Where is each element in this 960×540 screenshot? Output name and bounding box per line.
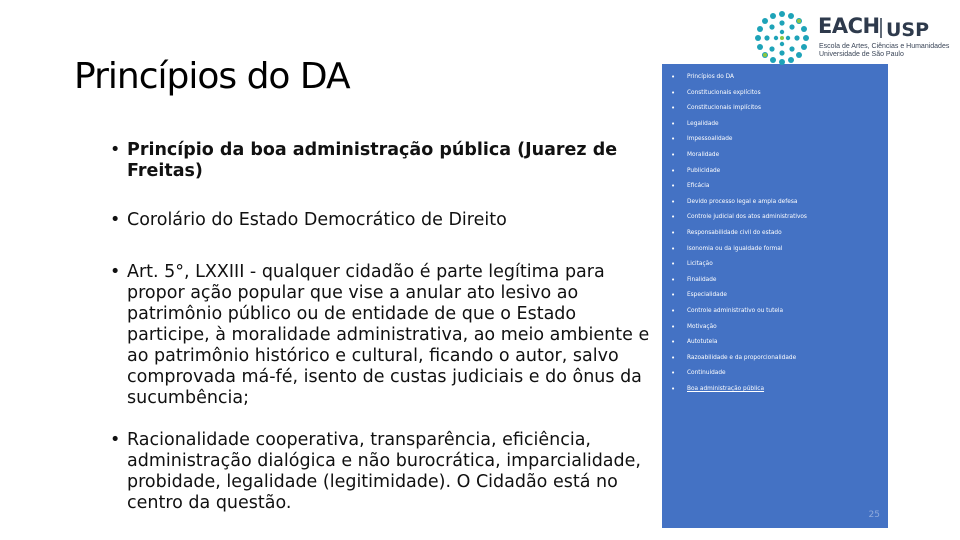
sidebar-menu-marker: • <box>671 229 676 237</box>
sidebar-menu-label: Constitucionais explícitos <box>687 89 761 96</box>
sidebar-menu-item[interactable] <box>662 132 888 146</box>
bullet-text: Corolário do Estado Democrático de Direito <box>127 210 507 230</box>
each-logo-mark-icon <box>752 8 812 68</box>
sidebar-menu-marker: • <box>671 322 676 331</box>
sidebar-menu-item[interactable] <box>662 382 888 396</box>
bullet-text: Art. 5°, LXXIII - qualquer cidadão é parte legítima para propor ação popular que vise a anular ato lesivo ao patrimônio público ou de entidade de que o Estado participe, à moralidade administrativa, ao meio ambiente e ao patrimônio histórico e cultural, ficando o autor, salvo comprovada má-fé, isento de custas judiciais e do ônus da sucumbência; <box>127 262 650 408</box>
sidebar-menu-label: Publicidade <box>687 167 721 174</box>
sidebar-menu-marker: • <box>671 119 676 128</box>
usp-logo-icon <box>880 16 936 40</box>
sidebar-menu-label: Devido processo legal e ampla defesa <box>687 198 798 205</box>
sidebar-menu-item[interactable] <box>662 242 888 256</box>
sidebar-menu-marker: • <box>671 197 676 206</box>
sidebar-menu-marker: • <box>671 135 676 144</box>
sidebar-menu-marker: • <box>671 166 676 175</box>
sidebar-menu-label: Legalidade <box>687 120 719 127</box>
sidebar-menu-item[interactable] <box>662 304 888 318</box>
sidebar-menu-item[interactable] <box>662 148 888 162</box>
sidebar-menu-marker: • <box>671 73 676 81</box>
sidebar-menu-item[interactable] <box>662 320 888 334</box>
sidebar-menu-item[interactable] <box>662 226 888 240</box>
sidebar-menu-marker: • <box>671 291 676 300</box>
bullet-marker: • <box>110 140 121 160</box>
sidebar-menu-marker: • <box>671 385 676 393</box>
sidebar-menu-item[interactable] <box>662 273 888 287</box>
sidebar-menu-label: Boa administração pública <box>687 386 765 392</box>
bullet-item <box>110 140 658 182</box>
sidebar-menu-item[interactable] <box>662 86 888 100</box>
sidebar-menu-marker: • <box>671 369 676 378</box>
bullet-text: Racionalidade cooperativa, transparência, eficiência, administração dialógica e não burocrática, imparcialidade, probidade, legalidade (legitimidade). O Cidadão está no centro da questão. <box>127 430 641 513</box>
sidebar-menu-marker: • <box>671 151 676 159</box>
sidebar-menu-marker: • <box>671 353 676 362</box>
sidebar-menu-label: Motivação <box>687 323 717 330</box>
bullet-item <box>110 210 658 231</box>
sidebar-menu-label: Isonomia ou da igualdade formal <box>687 245 783 252</box>
sidebar-menu-item[interactable] <box>662 195 888 209</box>
sidebar-menu-marker: • <box>671 307 676 315</box>
svg-text:USP: USP <box>886 19 930 40</box>
sidebar-menu-item[interactable] <box>662 351 888 365</box>
sidebar-menu-label: Responsabilidade civil do estado <box>687 230 782 236</box>
slide-number: 25 <box>868 510 880 520</box>
sidebar-menu-item[interactable] <box>662 164 888 178</box>
bullet-text: Princípio da boa administração pública (Juarez de Freitas) <box>127 140 618 181</box>
sidebar-menu-label: Controle judicial dos atos administrativos <box>687 214 807 221</box>
sidebar-menu-label: Princípios do DA <box>687 74 734 80</box>
sidebar-menu-item[interactable] <box>662 257 888 271</box>
sidebar-menu-label: Moralidade <box>687 152 720 158</box>
sidebar-menu-label: Constitucionais implícitos <box>687 105 761 112</box>
sidebar-menu-label: Eficácia <box>687 183 710 190</box>
bullet-item <box>110 262 658 409</box>
logo-subtitle-line: Universidade de São Paulo <box>819 51 904 58</box>
sidebar-menu-label: Razoabilidade e da proporcionalidade <box>687 354 797 361</box>
bullet-marker: • <box>110 430 121 450</box>
navigation-panel <box>662 64 888 528</box>
sidebar-menu-item[interactable] <box>662 101 888 115</box>
sidebar-menu-marker: • <box>671 338 676 347</box>
sidebar-menu-item[interactable] <box>662 117 888 131</box>
sidebar-menu-label: Continuidade <box>687 370 726 377</box>
sidebar-menu-label: Licitação <box>687 261 713 268</box>
bullet-marker: • <box>110 262 121 282</box>
sidebar-menu-item[interactable] <box>662 288 888 302</box>
slide-title: Princípios do DA <box>74 56 350 97</box>
bullet-item <box>110 430 658 514</box>
each-usp-logo <box>752 4 952 68</box>
logo-subtitle <box>819 43 949 59</box>
each-wordmark: EACH <box>818 14 880 38</box>
sidebar-menu-item[interactable] <box>662 366 888 380</box>
sidebar-menu-marker: • <box>671 260 676 269</box>
sidebar-menu-marker: • <box>671 104 676 113</box>
sidebar-menu-marker: • <box>671 182 676 191</box>
sidebar-menu-label: Especialidade <box>687 292 727 299</box>
sidebar-menu-marker: • <box>671 213 676 222</box>
sidebar-menu-item[interactable] <box>662 70 888 84</box>
sidebar-menu-item[interactable] <box>662 335 888 349</box>
sidebar-menu-label: Controle administrativo ou tutela <box>687 308 784 314</box>
sidebar-menu-marker: • <box>671 244 676 253</box>
sidebar-menu-item[interactable] <box>662 210 888 224</box>
sidebar-menu-label: Finalidade <box>687 276 717 283</box>
sidebar-menu-label: Impessoalidade <box>687 136 733 143</box>
sidebar-menu-marker: • <box>671 88 676 97</box>
sidebar-menu-item[interactable] <box>662 179 888 193</box>
sidebar-menu-label: Autotutela <box>687 339 718 346</box>
sidebar-menu-marker: • <box>671 275 676 284</box>
logo-subtitle-line: Escola de Artes, Ciências e Humanidades <box>819 43 950 50</box>
bullet-marker: • <box>110 210 121 230</box>
